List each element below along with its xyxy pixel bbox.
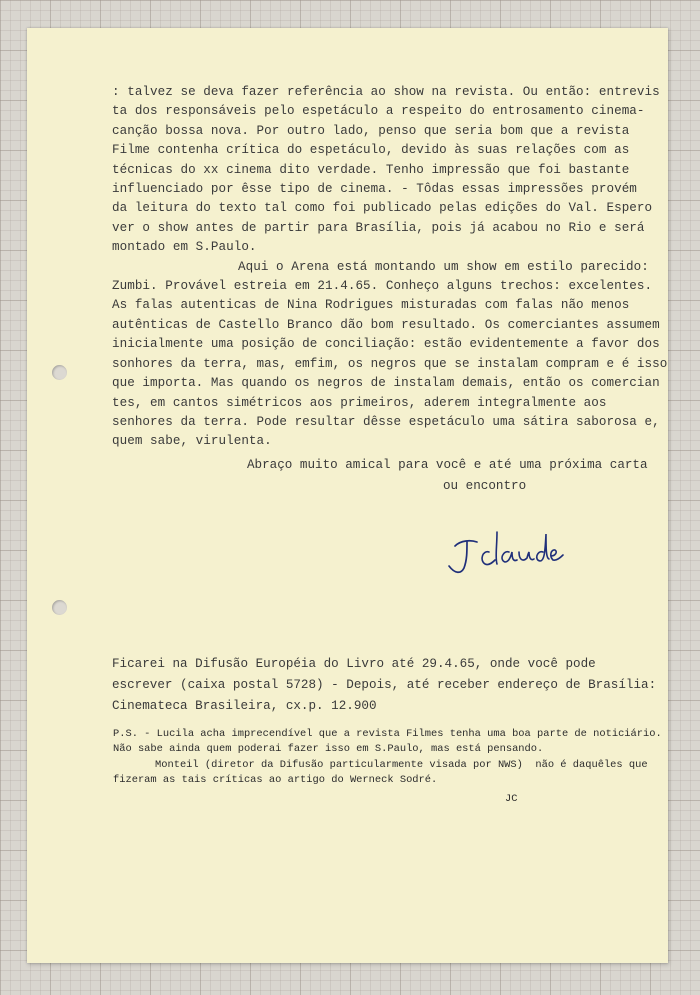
text-line: autênticas de Castello Branco dão bom resultado. Os comerciantes assumem (112, 317, 660, 332)
letter-body (112, 83, 668, 452)
text-line: sonhores da terra, mas, emfim, os negros que se instalam compram e é isso (112, 356, 668, 371)
text-line: montado em S.Paulo. (112, 240, 257, 255)
text-line: quem sabe, virulenta. (112, 434, 272, 449)
text-line: ta dos responsáveis pelo espetáculo a respeito do entrosamento cinema- (112, 104, 645, 119)
text-line: Cinemateca Brasileira, cx.p. 12.900 (112, 699, 377, 713)
postscript (113, 727, 662, 807)
text-line: Ficarei na Difusão Européia do Livro até 29.4.65, onde você pode (112, 657, 596, 671)
text-line: que importa. Mas quando os negros de instalam demais, então os comercian (112, 376, 660, 391)
closing (247, 455, 648, 497)
punch-hole-upper (52, 365, 67, 380)
text-line: Aqui o Arena está montando um show em estilo parecido: (238, 259, 649, 274)
handwritten-signature (437, 518, 567, 588)
text-line: senhores da terra. Pode resultar dêsse espetáculo uma sátira saborosa e, (112, 414, 660, 429)
ps-line: fizeram as tais críticas ao artigo do Werneck Sodré. (113, 773, 438, 786)
text-line: ver o show antes de partir para Brasília, pois já acabou no Rio e será (112, 220, 645, 235)
text-line: influenciado por êsse tipo de cinema. - Tôdas essas impressões provém (112, 182, 637, 197)
punch-hole-lower (52, 600, 67, 615)
text-line: inicialmente uma posição de conciliação: estão evidentemente a favor dos (112, 337, 660, 352)
forwarding-address (112, 654, 656, 717)
text-line: escrever (caixa postal 5728) - Depois, até receber endereço de Brasília: (112, 678, 657, 692)
closing-line: ou encontro (443, 479, 527, 493)
text-line: Zumbi. Provável estreia em 21.4.65. Conheço alguns trechos: excelentes. (112, 279, 653, 294)
text-line: : talvez se deva fazer referência ao show na revista. Ou então: entrevis (112, 85, 660, 99)
text-line: tes, em cantos simétricos aos primeiros, aderem integralmente aos (112, 395, 607, 410)
text-line: Filme contenha crítica do espetáculo, devido às suas relações com as (112, 143, 630, 158)
letter-paper (27, 28, 668, 963)
paragraph-1 (112, 83, 660, 258)
closing-line: Abraço muito amical para você e até uma próxima carta (247, 458, 648, 472)
text-line: da leitura do texto tal como foi publicado pelas edições do Val. Espero (112, 201, 653, 216)
paragraph-2 (112, 258, 668, 452)
text-line: técnicas do xx cinema dito verdade. Tenho impressão que foi bastante (112, 162, 630, 177)
text-line: canção bossa nova. Por outro lado, penso que seria bom que a revista (112, 123, 630, 138)
ps-initials: JC (505, 793, 518, 806)
ps-line: Não sabe ainda quem poderai fazer isso em S.Paulo, mas está pensando. (113, 743, 544, 756)
text-line: As falas autenticas de Nina Rodrigues misturadas com falas não menos (112, 298, 630, 313)
ps-line: P.S. - Lucila acha imprecendível que a revista Filmes tenha uma boa parte de noticiário. (113, 728, 662, 740)
ps-line: Monteil (diretor da Difusão particularmente visada por NWS) não é daquêles que (155, 758, 648, 771)
